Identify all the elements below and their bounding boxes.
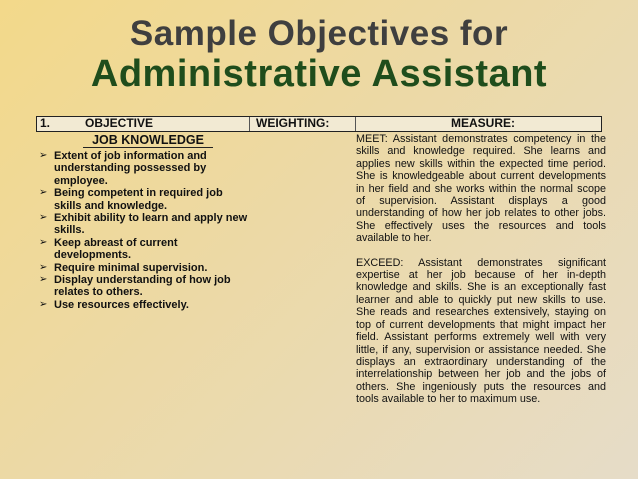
arrow-bullet-icon: ➢: [39, 187, 48, 199]
list-item-text: Exhibit ability to learn and apply new skills.: [54, 212, 248, 237]
list-item-text: Being competent in required job skills and knowledge.: [54, 187, 223, 212]
list-item-text: Extent of job information and understanding possessed by employee.: [54, 150, 207, 187]
title-line-2: Administrative Assistant: [90, 53, 548, 96]
section-heading-job-knowledge: JOB KNOWLEDGE: [83, 133, 213, 148]
list-item: [36, 150, 251, 187]
list-item: [36, 187, 251, 212]
arrow-bullet-icon: ➢: [39, 236, 48, 248]
list-item: [36, 274, 251, 299]
header-objective: OBJECTIVE: [85, 116, 154, 130]
list-item-text: Use resources effectively.: [54, 298, 189, 311]
header-divider-2: [355, 117, 356, 131]
slide-title: [0, 14, 638, 96]
measure-meet-text: MEET: Assistant demonstrates competency in the skills and knowledge required. She learns and applies new skills within the expected time period. She is knowledgeable about current developments in her field and she works within the normal scope of supervision. Assistant displays a good understanding of how her job relates to other jobs. She effectively uses the resources and tools available to her.: [356, 133, 606, 245]
objective-list: [36, 150, 251, 311]
title-line-1: Sample Objectives for: [129, 14, 509, 53]
list-item: [36, 237, 251, 262]
list-item-text: Keep abreast of current developments.: [54, 236, 178, 262]
header-measure: MEASURE:: [451, 116, 516, 130]
arrow-bullet-icon: ➢: [39, 261, 48, 273]
measure-column: [356, 133, 606, 418]
measure-exceed-text: EXCEED: Assistant demonstrates significant expertise at her job because of her in-depth knowledge and skills. She is an exceptionally fast learner and able to quickly put new skills to use. She reads and researches extensively, staying on top of current developments that might impact her field. Assistant performs extremely well with very little, if any, supervision or assistance needed. She displays an extraordinary understanding of the interrelationship between her job and the jobs of others. She ingeniously puts the resources and tools available to her to maximum use.: [356, 256, 606, 406]
list-item: [36, 299, 251, 311]
arrow-bullet-icon: ➢: [39, 298, 48, 310]
arrow-bullet-icon: ➢: [39, 212, 48, 224]
list-item-text: Display understanding of how job relates to others.: [54, 274, 231, 299]
arrow-bullet-icon: ➢: [39, 274, 48, 286]
header-number: 1.: [40, 116, 51, 130]
header-divider-1: [249, 117, 250, 131]
list-item: [36, 262, 251, 274]
list-item-text: Require minimal supervision.: [54, 261, 208, 274]
arrow-bullet-icon: ➢: [39, 150, 48, 161]
list-item: [36, 212, 251, 237]
header-weighting: WEIGHTING:: [256, 116, 330, 130]
objective-column: [36, 133, 251, 311]
table-header-row: [36, 116, 602, 132]
